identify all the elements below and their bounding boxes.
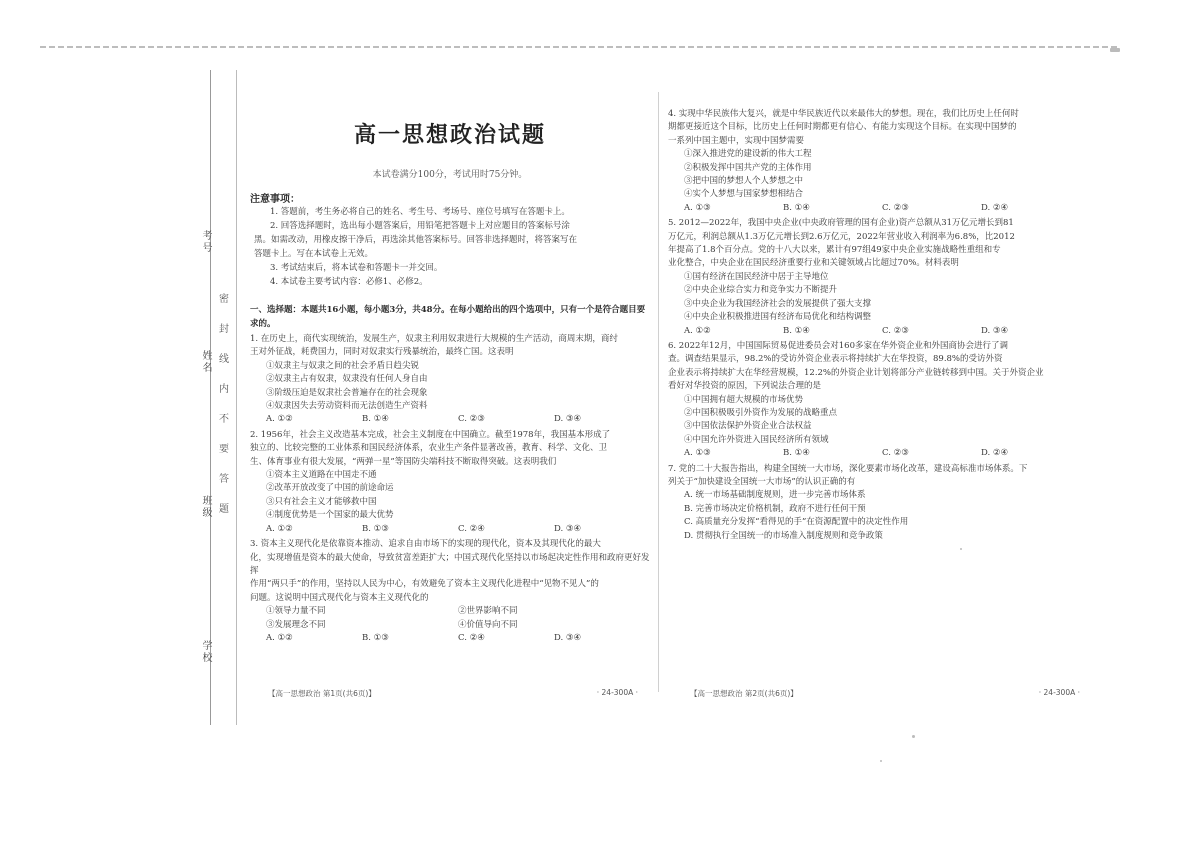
choice-a: A. ①③ [684,202,711,213]
scan-speck [960,548,962,550]
question-option: ④制度优势是一个国家的最大优势 [266,510,394,521]
question-option: ①奴隶主与奴隶之间的社会矛盾日趋尖锐 [266,360,420,371]
choice-d: D. ③④ [981,325,1009,336]
footer-page-label: 【高一思想政治 第2页(共6页)】 [690,689,798,698]
question-stem: 生、体育事业有很大发展，“两弹一星”等国防尖端科技不断取得突破。这表明我们 [250,456,557,467]
page-1-footer [268,688,638,699]
answer-choices [266,523,650,536]
question-stem: 化，实现增值是资本的最大使命，导致贫富差距扩大；中国式现代化坚持以市场起决定性作用和政府更好发挥 [250,552,650,576]
binding-label-id: 考号 [200,230,211,254]
choice-b: B. ①④ [783,202,810,213]
question-stem: 年提高了1.8个百分点。党的十八大以来，累计有97组49家中央企业实施战略性重组和专 [668,245,1001,256]
choice-d: D. ②④ [981,448,1009,459]
binding-label-class: 班级 [200,495,211,519]
page-2 [668,106,1080,543]
choice-d: D. ③④ [554,632,582,643]
choice-a: A. ①③ [684,448,711,459]
question-stem: 一系列中国主题中，实现中国梦需要 [668,135,805,146]
question-option: D. 贯彻执行全国统一的市场准入制度规则和竞争政策 [684,530,883,541]
note-line: 2. 回答选择题时，选出每小题答案后，用铅笔把答题卡上对应题目的答案标号涂 [270,221,570,231]
question-5 [668,217,1080,338]
question-option: B. 完善市场决定价格机制，政府不进行任何干预 [684,503,866,514]
question-option-row [266,605,650,618]
page-2-footer [690,688,1080,699]
binding-line-inner [236,70,237,725]
question-option: ②中国积极吸引外资作为发展的战略重点 [684,407,838,418]
question-stem: 3. 资本主义现代化是依靠资本推动、追求自由市场下的实现的现代化，资本及其现代化的最大 [250,539,601,550]
question-option: ②奴隶主占有奴隶，奴隶没有任何人身自由 [266,374,428,385]
question-3 [250,538,650,645]
question-option: C. 高质量充分发挥“看得见的手”在资源配置中的决定性作用 [684,517,909,528]
question-option: ④奴隶因失去劳动资料而无法创造生产资料 [266,401,428,412]
note-line: 3. 考试结束后，将本试卷和答题卡一并交回。 [270,263,443,273]
question-stem: 万亿元，利润总额从1.3万亿元增长到2.6万亿元，2022年营业收入利润率为6.8%，比2012 [668,231,1015,242]
question-option: ④中国允许外资进入国民经济所有领域 [684,434,829,445]
page-title: 高一思想政治试题 [353,123,546,148]
question-option: ③阶级压迫是奴隶社会普遍存在的社会现象 [266,387,428,398]
question-stem: 企业表示将持续扩大在华经营规模，12.2%的外资企业计划将部分产业链转移到中国。关于外资企业 [668,367,1044,378]
question-stem: 看好对华投资的原因，下列说法合理的是 [668,381,822,392]
seal-char: 线 [219,354,229,365]
seal-char: 不 [219,414,229,425]
question-2 [250,429,650,536]
question-option: ①深入推进党的建设新的伟大工程 [684,149,812,160]
question-stem: 查。调查结果显示，98.2%的受访外资企业表示将持续扩大在华投资，89.8%的受访外资 [668,354,1003,365]
column-divider [658,92,659,692]
question-option: ①资本主义道路在中国走不通 [266,470,377,481]
note-line: 4. 本试卷主要考试内容：必修1、必修2。 [270,277,428,287]
binding-label-school: 学校 [200,640,211,664]
question-stem: 问题。这说明中国式现代化与资本主义现代化的 [250,592,429,603]
question-option: ③只有社会主义才能够救中国 [266,496,377,507]
question-4 [668,108,1080,215]
page-1 [250,70,650,645]
question-stem: 7. 党的二十大报告指出，构建全国统一大市场，深化要素市场化改革，建设高标准市场体系。下 [668,463,1028,474]
scan-edge [40,46,1120,48]
choice-a: A. ①② [266,414,293,425]
seal-char: 要 [219,444,229,455]
choice-b: B. ①④ [362,414,389,425]
footer-code: · 24-300A · [596,688,638,697]
question-option: ①领导力量不同 [266,606,326,617]
note-line: 1. 答题前，考生务必将自己的姓名、考生号、考场号、座位号填写在答题卡上。 [270,207,570,217]
choice-c: C. ②④ [458,632,485,643]
choice-c: C. ②③ [882,325,909,336]
answer-choices [684,447,1080,460]
note-line: 黑。如需改动，用橡皮擦干净后，再选涂其他答案标号。回答非选择题时，将答案写在 [254,235,578,245]
choice-a: A. ①② [266,632,293,643]
question-stem: 1. 在历史上，商代实现统治，发展生产，奴隶主利用奴隶进行大规模的生产活动，商周末期，商纣 [250,334,618,344]
choice-c: C. ②③ [882,448,909,459]
answer-choices [684,325,1080,338]
choice-a: A. ①② [266,523,293,534]
question-option: ④价值导向不同 [458,619,518,630]
exam-info: 本试卷满分100分，考试用时75分钟。 [372,170,528,180]
question-option: ②世界影响不同 [458,606,518,617]
question-option: ④中央企业积极推进国有经济布局优化和结构调整 [684,312,872,323]
question-option: ③中央企业为我国经济社会的发展提供了强大支撑 [684,298,872,309]
notes-heading: 注意事项： [250,194,300,205]
seal-char: 题 [219,504,229,515]
binding-line [210,70,211,725]
scan-speck [912,735,915,738]
question-option: ②积极发挥中国共产党的主体作用 [684,162,812,173]
scan-speck [1110,48,1120,52]
question-stem: 2. 1956年，社会主义改造基本完成，社会主义制度在中国确立。截至1978年，我国基本形成了 [250,429,611,440]
choice-b: B. ①③ [362,523,389,534]
answer-choices [266,413,650,426]
question-stem: 作用“两只手”的作用，坚持以人民为中心，有效避免了资本主义现代化进程中“见物不见人”的 [250,579,599,590]
section-heading: 一、选择题：本题共16小题，每小题3分，共48分。在每小题给出的四个选项中，只有一个是符合题目要求的。 [250,305,646,329]
question-7 [668,463,1080,543]
question-option-row [266,619,650,632]
question-option: ③发展理念不同 [266,619,326,630]
choice-b: B. ①④ [783,325,810,336]
question-option: ①中国拥有超大规模的市场优势 [684,394,804,405]
footer-code: · 24-300A · [1038,688,1080,697]
choice-c: C. ②③ [458,414,485,425]
question-stem: 独立的、比较完整的工业体系和国民经济体系，农业生产条件显著改善，教育、科学、文化、卫 [250,443,608,454]
question-1 [250,333,650,427]
question-option: ③中国依法保护外资企业合法权益 [684,421,812,432]
answer-choices [684,202,1080,215]
question-stem: 6. 2022年12月，中国国际贸易促进委员会对160多家在华外资企业和外国商协会进行了调 [668,340,1008,351]
choice-b: B. ①④ [783,448,810,459]
question-stem: 王对外征战，耗费国力，同时对奴隶实行残暴统治，最终亡国。这表明 [250,347,514,358]
choice-d: D. ③④ [554,523,582,534]
question-option: ①国有经济在国民经济中居于主导地位 [684,271,829,282]
question-stem: 4. 实现中华民族伟大复兴，就是中华民族近代以来最伟大的梦想。现在，我们比历史上任何时 [668,109,1019,119]
choice-d: D. ③④ [554,414,582,425]
seal-char: 封 [219,324,229,335]
seal-char: 答 [219,474,229,485]
question-option: ②中央企业综合实力和竞争实力不断提升 [684,285,838,296]
choice-a: A. ①② [684,325,711,336]
question-option: ④实个人梦想与国家梦想相结合 [684,189,804,200]
choice-d: D. ②④ [981,202,1009,213]
scan-speck [880,760,882,762]
question-stem: 业化整合，中央企业在国民经济重要行业和关键领域占比超过70%。材料表明 [668,258,959,269]
footer-page-label: 【高一思想政治 第1页(共6页)】 [268,689,376,698]
question-stem: 期都更接近这个目标，比历史上任何时期都更有信心、有能力实现这个目标。在实现中国梦的 [668,122,1017,133]
question-option: A. 统一市场基础制度规则，进一步完善市场体系 [684,490,866,501]
answer-choices [266,632,650,645]
question-stem: 列关于“加快建设全国统一大市场”的认识正确的有 [668,476,856,487]
choice-c: C. ②④ [458,523,485,534]
question-option: ②改革开放改变了中国的前途命运 [266,483,394,494]
choice-b: B. ①③ [362,632,389,643]
question-option: ③把中国的梦想人个人梦想之中 [684,176,804,187]
question-stem: 5. 2012—2022年，我国中央企业(中央政府管理的国有企业)资产总额从31万亿元增长到81 [668,218,1014,229]
note-line: 答题卡上。写在本试卷上无效。 [254,249,374,259]
choice-c: C. ②③ [882,202,909,213]
binding-label-name: 姓名 [200,350,211,374]
question-6 [668,340,1080,461]
seal-char: 内 [219,384,229,395]
seal-char: 密 [219,294,229,305]
